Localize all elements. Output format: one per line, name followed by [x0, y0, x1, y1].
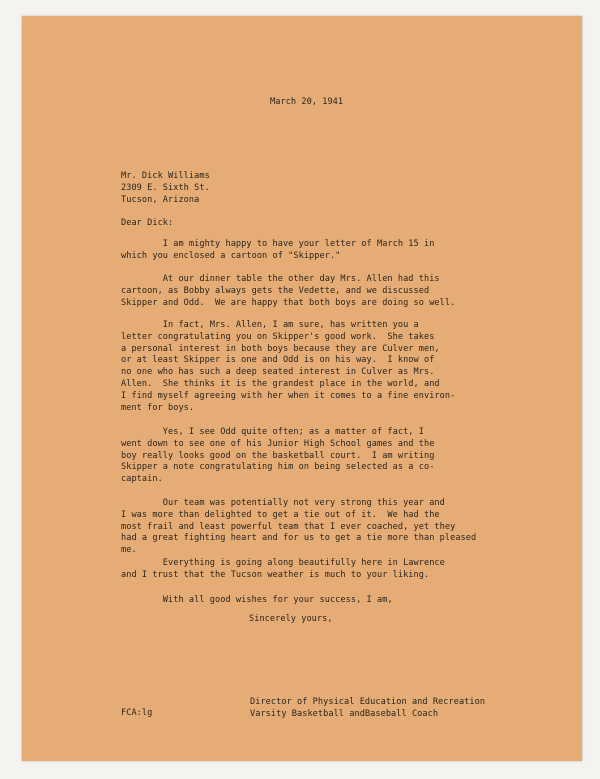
paragraph-line: In fact, Mrs. Allen, I am sure, has written you a: [121, 320, 419, 330]
paragraph-line: captain.: [121, 474, 163, 485]
paragraph-3: [121, 320, 455, 414]
paragraph-line: had a great fighting heart and for us to get a tie more than pleased: [121, 533, 477, 544]
paragraph-line: Skipper a note congratulating him on being selected as a co-: [121, 462, 435, 473]
recipient-name: Mr. Dick Williams: [121, 171, 210, 181]
paragraph-5: [121, 498, 476, 557]
paragraph-line: With all good wishes for your success, I am,: [121, 595, 393, 605]
paragraph-line: Yes, I see Odd quite often; as a matter of fact, I: [121, 427, 424, 437]
paragraph-line: ment for boys.: [121, 402, 195, 413]
paragraph-line: boy really looks good on the basketball court. I am writing: [121, 450, 435, 461]
paragraph-line: or at least Skipper is one and Odd is on his way. I know of: [121, 355, 435, 366]
letter-date: March 20, 1941: [270, 97, 344, 107]
paragraph-line: cartoon, as Bobby always gets the Vedette, and we discussed: [121, 285, 430, 296]
paragraph-line: I am mighty happy to have your letter of March 15 in: [121, 239, 435, 249]
paragraph-1: [121, 239, 434, 263]
signature-coach-title: Varsity Basketball andBaseball Coach: [250, 708, 439, 719]
paragraph-6: [121, 558, 445, 582]
paragraph-line: I was more than delighted to get a tie out of it. We had the: [121, 509, 440, 520]
paragraph-7: [121, 595, 393, 607]
recipient-address: [121, 171, 210, 206]
paragraph-line: letter congratulating you on Skipper's good work. She takes: [121, 331, 435, 342]
paragraph-line: most frail and least powerful team that I ever coached, yet they: [121, 521, 456, 532]
recipient-street: 2309 E. Sixth St.: [121, 182, 210, 193]
reference-initials: FCA:lg: [121, 708, 153, 718]
paragraph-line: no one who has such a deep seated interest in Culver as Mrs.: [121, 367, 435, 378]
paragraph-2: [121, 274, 455, 309]
paragraph-line: me.: [121, 545, 137, 556]
paragraph-line: Everything is going along beautifully here in Lawrence: [121, 558, 445, 568]
paragraph-line: a personal interest in both boys because they are Culver men,: [121, 343, 440, 354]
signature-title: Director of Physical Education and Recreation: [250, 697, 486, 707]
paragraph-line: Skipper and Odd. We are happy that both boys are doing so well.: [121, 297, 456, 308]
recipient-city: Tucson, Arizona: [121, 194, 200, 205]
closing: Sincerely yours,: [249, 614, 333, 624]
signature-block: [250, 697, 485, 721]
paragraph-line: At our dinner table the other day Mrs. Allen had this: [121, 274, 440, 284]
paragraph-line: went down to see one of his Junior High School games and the: [121, 438, 435, 449]
paragraph-line: Our team was potentially not very strong this year and: [121, 498, 445, 508]
paragraph-line: I find myself agreeing with her when it comes to a fine environ-: [121, 390, 456, 401]
salutation: Dear Dick:: [121, 218, 174, 228]
paragraph-4: [121, 427, 434, 486]
paragraph-line: and I trust that the Tucson weather is much to your liking.: [121, 569, 430, 580]
paragraph-line: which you enclosed a cartoon of "Skipper.": [121, 250, 341, 261]
paragraph-line: Allen. She thinks it is the grandest place in the world, and: [121, 378, 440, 389]
